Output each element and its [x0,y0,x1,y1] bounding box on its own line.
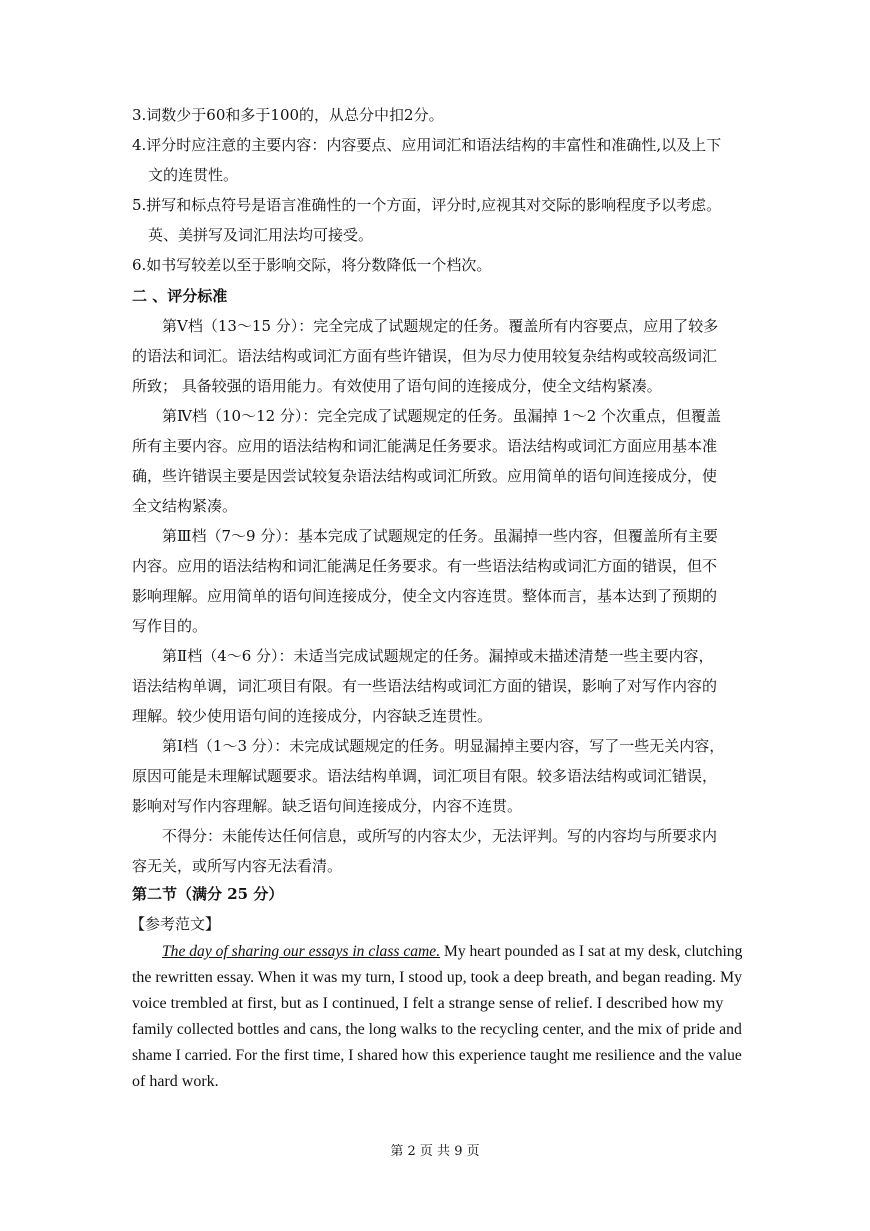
grade-2-line: 理解。较少使用语句间的连接成分，内容缺乏连贯性。 [132,707,493,725]
section-heading-standards: 二 、评分标准 [132,287,228,305]
section-2-heading: 第二节（满分 25 分） [132,885,284,903]
grade-1-line: 影响对写作内容理解。缺乏语句间连接成分，内容不连贯。 [132,797,523,815]
grade-5-line: 的语法和词汇。语法结构或词汇方面有些许错误，但为尽力使用较复杂结构或较高级词汇 [132,347,718,365]
grade-3-line: 内容。应用的语法结构和词汇能满足任务要求。有一些语法结构或词汇方面的错误，但不 [132,557,718,575]
rule-4-line-1: 4.评分时应注意的主要内容：内容要点、应用词汇和语法结构的丰富性和准确性,以及上下 [132,136,722,154]
essay-first-sentence: The day of sharing our essays in class came. [162,943,441,960]
rule-4-line-2: 文的连贯性。 [148,166,239,184]
essay-line-6: of hard work. [132,1073,219,1090]
essay-line-3: voice trembled at first, but as I continued, I felt a strange sense of relief. I described how my [132,995,724,1012]
grade-4-line: 第Ⅳ档（10～12 分）：完全完成了试题规定的任务。虽漏掉 1～2 个次重点，但覆盖 [162,407,722,425]
rule-5-line-1: 5.拼写和标点符号是语言准确性的一个方面，评分时,应视其对交际的影响程度予以考虑。 [132,196,722,214]
rule-5-line-2: 英、美拼写及词汇用法均可接受。 [148,226,374,244]
no-score-line: 不得分：未能传达任何信息，或所写的内容太少，无法评判。写的内容均与所要求内 [162,827,718,845]
page-footer: 第 2 页 共 9 页 [390,1144,480,1159]
grade-4-line: 全文结构紧凑。 [132,497,238,515]
essay-line-1 [162,942,742,962]
essay-line-5: shame I carried. For the first time, I shared how this experience taught me resilience and the value [132,1047,742,1064]
grade-1-line: 第Ⅰ档（1～3 分）：未完成试题规定的任务。明显漏掉主要内容，写了一些无关内容， [162,737,725,755]
grade-5-line: 所致； 具备较强的语用能力。有效使用了语句间的连接成分，使全文结构紧凑。 [132,377,662,395]
essay-line-1-rest: My heart pounded as I sat at my desk, clutching [440,943,743,960]
grade-3-line: 第Ⅲ档（7～9 分）：基本完成了试题规定的任务。虽漏掉一些内容，但覆盖所有主要 [162,527,718,545]
grade-2-line: 第Ⅱ档（4～6 分）：未适当完成试题规定的任务。漏掉或未描述清楚一些主要内容， [162,647,714,665]
rule-6: 6.如书写较差以至于影响交际，将分数降低一个档次。 [132,256,492,274]
grade-5-line: 第Ⅴ档（13～15 分）：完全完成了试题规定的任务。覆盖所有内容要点，应用了较多 [162,317,719,335]
no-score-line: 容无关，或所写内容无法看清。 [132,857,343,875]
grade-3-line: 影响理解。应用简单的语句间连接成分，使全文内容连贯。整体而言，基本达到了预期的 [132,587,718,605]
rule-3: 3.词数少于60和多于100的，从总分中扣2分。 [132,106,444,124]
grade-3-line: 写作目的。 [132,617,208,635]
essay-line-2: the rewritten essay. When it was my turn, I stood up, took a deep breath, and began reading. My [132,969,743,986]
essay-line-4: family collected bottles and cans, the long walks to the recycling center, and the mix of pride and [132,1021,742,1038]
grade-2-line: 语法结构单调，词汇项目有限。有一些语法结构或词汇方面的错误，影响了对写作内容的 [132,677,718,695]
grade-1-line: 原因可能是未理解试题要求。语法结构单调，词汇项目有限。较多语法结构或词汇错误， [132,767,718,785]
grade-4-line: 所有主要内容。应用的语法结构和词汇能满足任务要求。语法结构或词汇方面应用基本准 [132,437,718,455]
grade-4-line: 确，些许错误主要是因尝试较复杂语法结构或词汇所致。应用简单的语句间连接成分，使 [132,467,718,485]
sample-essay-label: 【参考范文】 [130,915,221,933]
